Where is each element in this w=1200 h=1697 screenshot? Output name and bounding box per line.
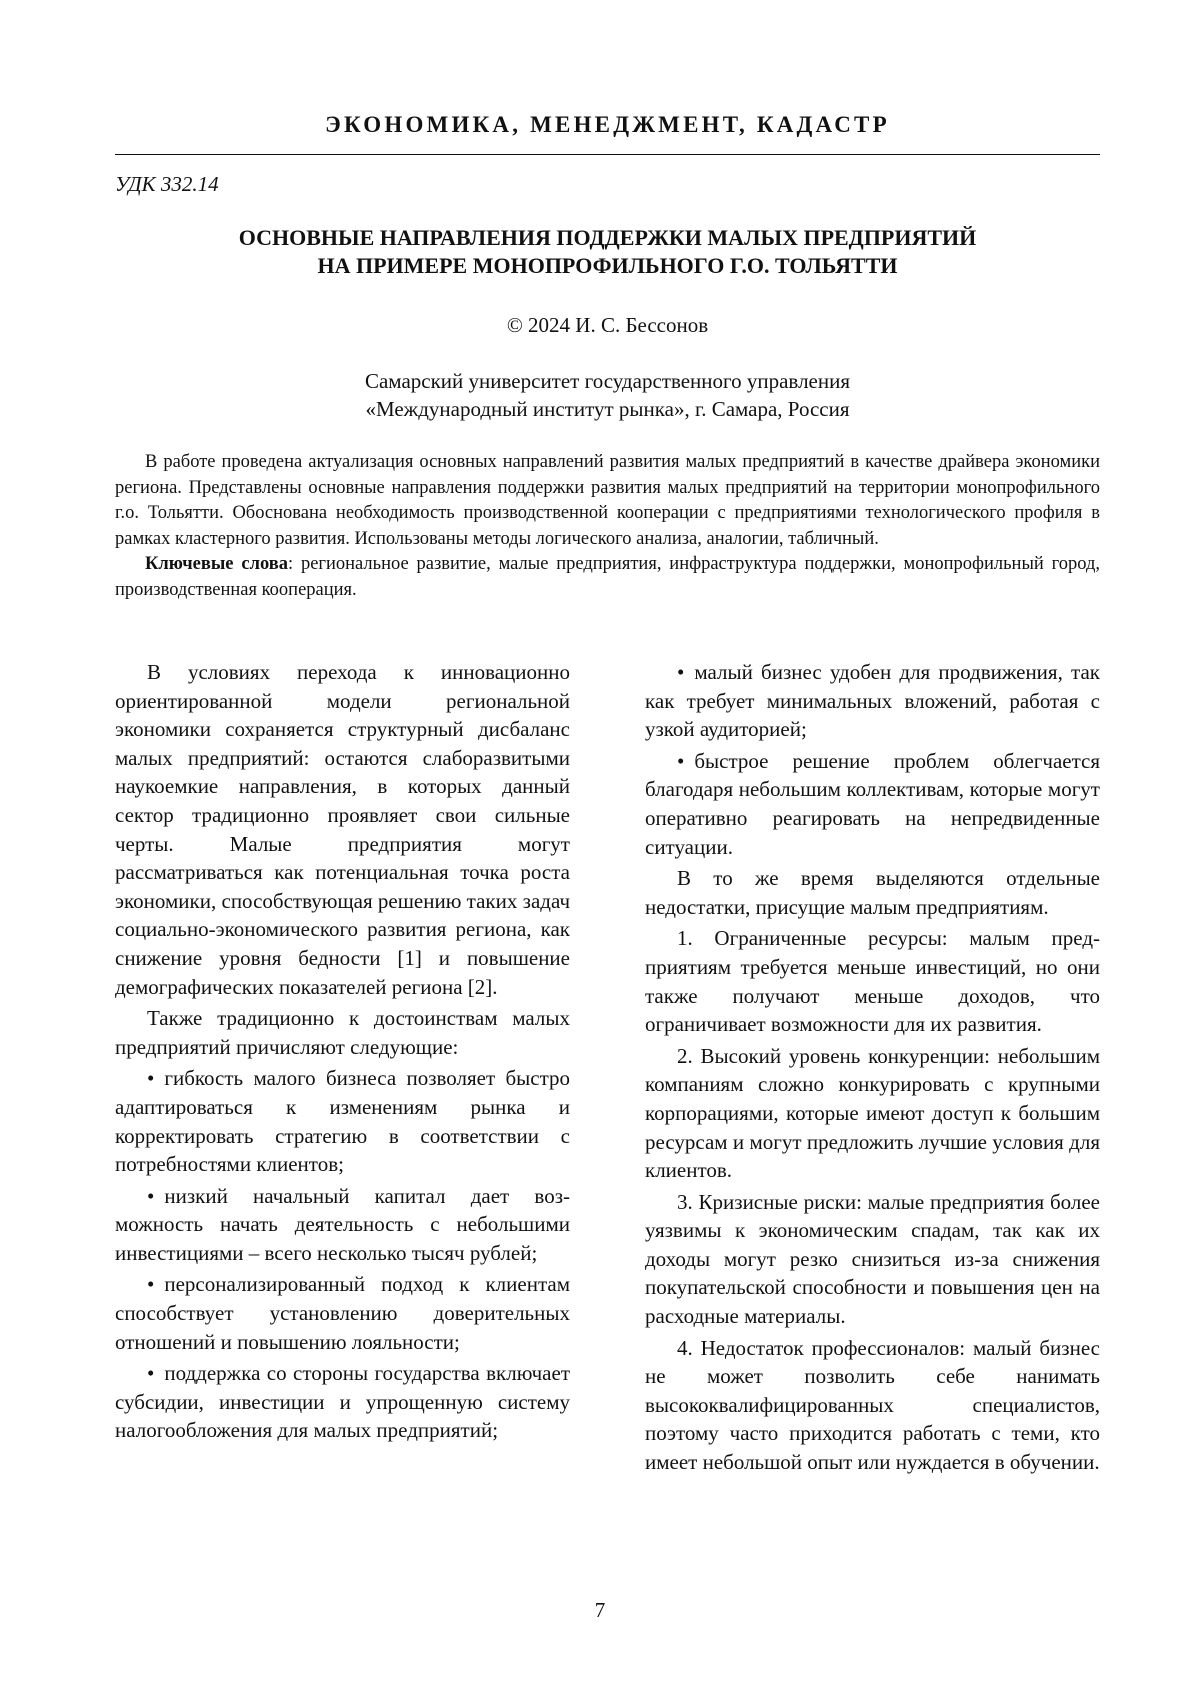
bullet-item: • малый бизнес удобен для продвижения, так как требует минимальных вложений, работая с узкой аудиторией; [645, 660, 1100, 742]
bullet-item: • низкий начальный капитал дает возможность начать деятельность с небольшими инвестициями – всего несколько тысяч рублей; [115, 1183, 570, 1265]
bullet-item: • персонализированный подход к клиентам способствует установлению доверительных отношений и повышению лояльности; [115, 1272, 570, 1354]
bullet-icon: • [677, 748, 685, 773]
bullet-icon: • [677, 660, 685, 684]
bullet-icon: • [147, 1066, 155, 1091]
header-rule [115, 154, 1100, 155]
title-line-2: НА ПРИМЕРЕ МОНОПРОФИЛЬНОГО Г.О. ТОЛЬЯТТИ [317, 253, 898, 278]
abstract-text: В работе проведена актуализация основных направлений развития малых предприятий в качестве драйвера экономики региона. Представлены основные направления поддержки развития малых предприятий на территории монопрофильного г.о. Тольятти. Обоснована необходимость производственной кооперации с предприятиями технологического профиля в рамках кластерного развития. Использованы методы логического анализа, аналогии, табличный. [115, 452, 1100, 549]
affiliation-line-1: Самарский университет государственного управления [364, 369, 851, 393]
left-column [115, 658, 570, 1448]
paragraph: В то же время выделяются отдельные недостатки, присущие малым предприятиям. [645, 866, 1100, 919]
keywords-label: Ключевые слова [145, 554, 288, 575]
paragraph: Также традиционно к достоинствам малых предприятий причисляют следующие: [115, 1006, 570, 1059]
bullet-icon: • [147, 1361, 155, 1386]
section-header: ЭКОНОМИКА, МЕНЕДЖМЕНТ, КАДАСТР [325, 112, 890, 137]
bullet-item: • гибкость малого бизнеса позволяет быстро адаптироваться к изменениям рынка и корректировать стратегию в соответствии с потребностями клиентов; [115, 1066, 570, 1177]
affiliation-line-2: «Международный институт рынка», г. Самара, Россия [365, 397, 850, 421]
article-title [115, 224, 1100, 280]
keywords-text: : региональное развитие, малые предприятия, инфраструктура поддержки, монопрофильный город, производственная кооперация. [115, 554, 1100, 600]
author: © 2024 И. С. Бессонов [506, 313, 709, 337]
udc-code: УДК 332.14 [115, 172, 219, 196]
numbered-item: 2. Высокий уровень конкуренции: небольшим компаниям сложно конкурировать с крупными корпорациями, которые имеют доступ к большим ресурсам и могут предложить лучшие условия для клиентов. [645, 1043, 1100, 1183]
right-column [645, 658, 1100, 1480]
keywords [115, 552, 1100, 603]
abstract [115, 450, 1100, 604]
numbered-item: 4. Недостаток профессионалов: малый бизнес не может позволить себе нанимать высококвалифицированных специалистов, поэтому часто приходится работать с теми, кто имеет небольшой опыт или нуждается в обучении. [645, 1335, 1100, 1475]
numbered-item: 1. Ограниченные ресурсы: малым предприятиям требуется меньше инвестиций, но они также получают меньше доходов, что ограничивает возможности для их развития. [645, 926, 1100, 1037]
bullet-icon: • [147, 1183, 155, 1208]
paragraph: В условиях перехода к инновационно ориентированной модели региональной экономики сохраняется структурный дисбаланс малых предприятий: остаются слаборазвитыми наукоемкие направления, в которых данный сектор традиционно проявляет свои сильные черты. Малые предприятия могут рассматриваться как потенциальная точка роста экономики, способствующая решению таких задач социально-экономического развития региона, как снижение уровня бедности [1] и повышение демографических показателей региона [2]. [115, 660, 570, 999]
bullet-icon: • [147, 1272, 155, 1297]
numbered-item: 3. Кризисные риски: малые предприятия более уязвимы к экономическим спадам, так как их доходы могут резко снизиться из-за снижения покупательской способности и повышения цен на расходные материалы. [645, 1189, 1100, 1329]
page-number: 7 [594, 1598, 606, 1622]
bullet-item: • быстрое решение проблем облегчается благодаря небольшим коллективам, которые могут оперативно реагировать на непредвиденные ситуации. [645, 748, 1100, 859]
affiliation [115, 367, 1100, 423]
bullet-item: • поддержка со стороны государства включает субсидии, инвестиции и упрощенную систему налогообложения для малых предприятий; [115, 1361, 570, 1443]
title-line-1: ОСНОВНЫЕ НАПРАВЛЕНИЯ ПОДДЕРЖКИ МАЛЫХ ПРЕДПРИЯТИЙ [238, 225, 977, 250]
